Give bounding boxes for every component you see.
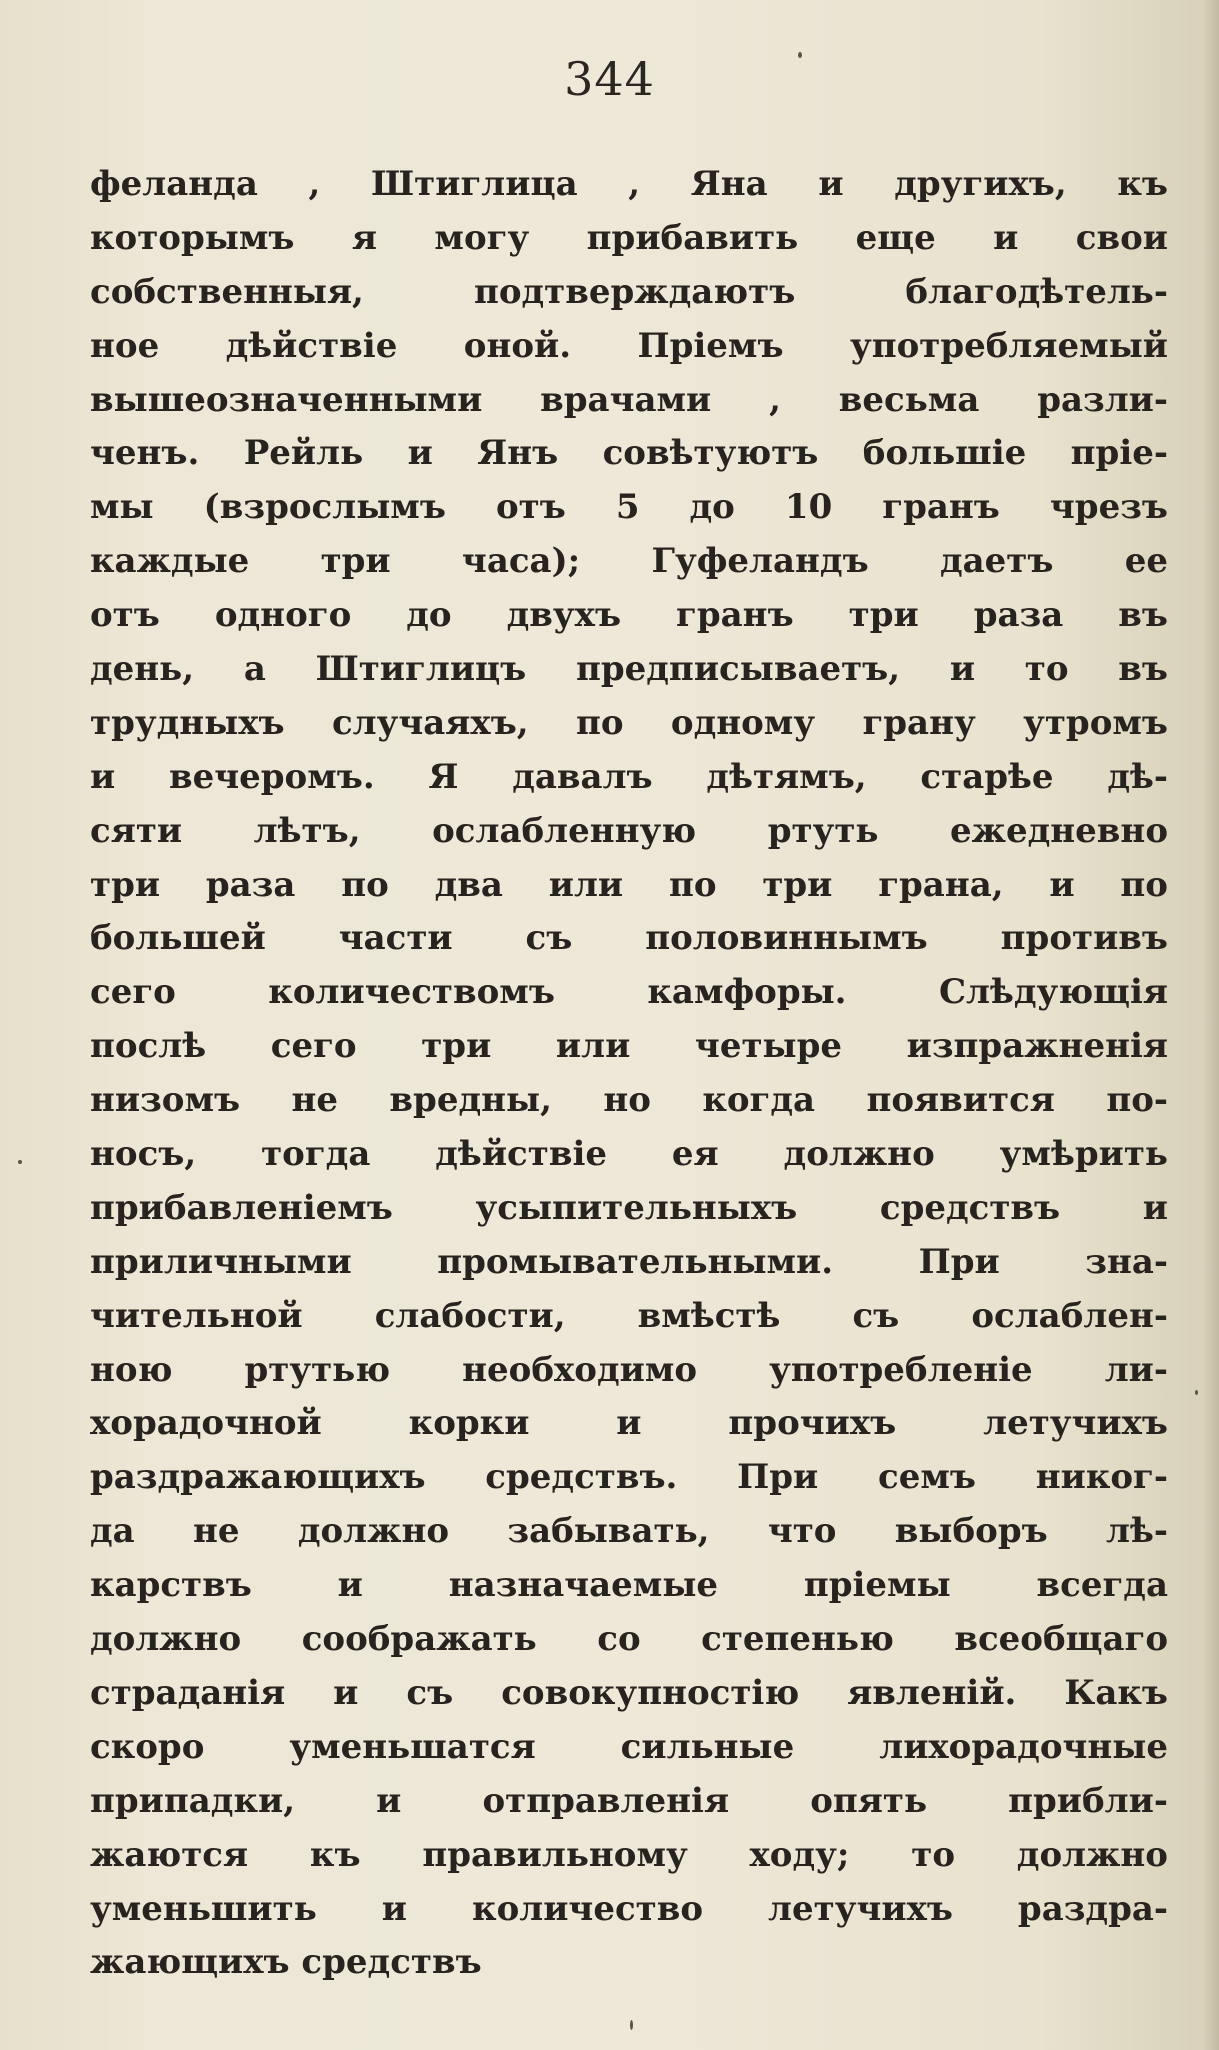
text-line: отъ одного до двухъ гранъ три раза въ (90, 595, 1168, 636)
text-line: припадки, и отправленія опять прибли- (90, 1780, 1168, 1821)
text-line: собственныя, подтверждаютъ благодѣтель- (90, 271, 1168, 312)
text-line: чительной слабости, вмѣстѣ съ ослаблен- (90, 1295, 1168, 1336)
text-line: и вечеромъ. Я давалъ дѣтямъ, старѣе дѣ- (90, 756, 1168, 797)
text-line: сяти лѣтъ, ослабленную ртуть ежедневно (90, 810, 1168, 851)
text-line: большей части съ половиннымъ противъ (90, 918, 1168, 959)
text-line: которымъ я могу прибавить еще и свои (90, 217, 1168, 258)
text-line: да не должно забывать, что выборъ лѣ- (90, 1511, 1168, 1552)
text-line: уменьшить и количество летучихъ раздра- (90, 1888, 1168, 1929)
text-line: приличными промывательными. При зна- (90, 1241, 1168, 1282)
body-text (90, 158, 1168, 1990)
text-line: карствъ и назначаемые пріемы всегда (90, 1565, 1168, 1606)
text-line: жаются къ правильному ходу; то должно (90, 1834, 1168, 1875)
text-line: ное дѣйствіе оной. Пріемъ употребляемый (90, 325, 1168, 366)
text-line: раздражающихъ средствъ. При семъ никог- (90, 1457, 1168, 1498)
page-edge-shadow (1203, 0, 1219, 2050)
paper-speck (18, 1160, 22, 1164)
text-line: страданія и съ совокупностію явленій. Какъ (90, 1672, 1168, 1713)
text-line: сего количествомъ камфоры. Слѣдующія (90, 972, 1168, 1013)
paper-speck (1195, 1390, 1198, 1395)
paper-speck (630, 2020, 633, 2030)
text-line: вышеозначенными врачами , весьма разли- (90, 379, 1168, 420)
text-line: ною ртутью необходимо употребленіе ли- (90, 1349, 1168, 1390)
text-line: трудныхъ случаяхъ, по одному грану утромъ (90, 702, 1168, 743)
text-line: три раза по два или по три грана, и по (90, 864, 1168, 905)
text-line: жающихъ средствъ (90, 1942, 482, 1983)
paper-speck (798, 52, 802, 58)
text-line: хорадочной корки и прочихъ летучихъ (90, 1403, 1168, 1444)
text-line: феланда , Штиглица , Яна и другихъ, къ (90, 164, 1168, 204)
text-line: ченъ. Рейль и Янъ совѣтуютъ большіе пріе- (90, 433, 1168, 474)
text-line: прибавленіемъ усыпительныхъ средствъ и (90, 1187, 1168, 1228)
text-line: каждые три часа); Гуфеландъ даетъ ее (90, 541, 1168, 582)
text-line: должно соображать со степенью всеобщаго (90, 1619, 1168, 1660)
page-number: 344 (564, 52, 655, 106)
text-line: мы (взрослымъ отъ 5 до 10 гранъ чрезъ (90, 487, 1168, 528)
text-line: скоро уменьшатся сильные лихорадочные (90, 1726, 1168, 1767)
text-line: день, а Штиглицъ предписываетъ, и то въ (90, 649, 1168, 690)
text-line: послѣ сего три или четыре изпражненія (90, 1026, 1168, 1067)
text-line: носъ, тогда дѣйствіе ея должно умѣрить (90, 1134, 1168, 1175)
text-line: низомъ не вредны, но когда появится по- (90, 1080, 1168, 1121)
